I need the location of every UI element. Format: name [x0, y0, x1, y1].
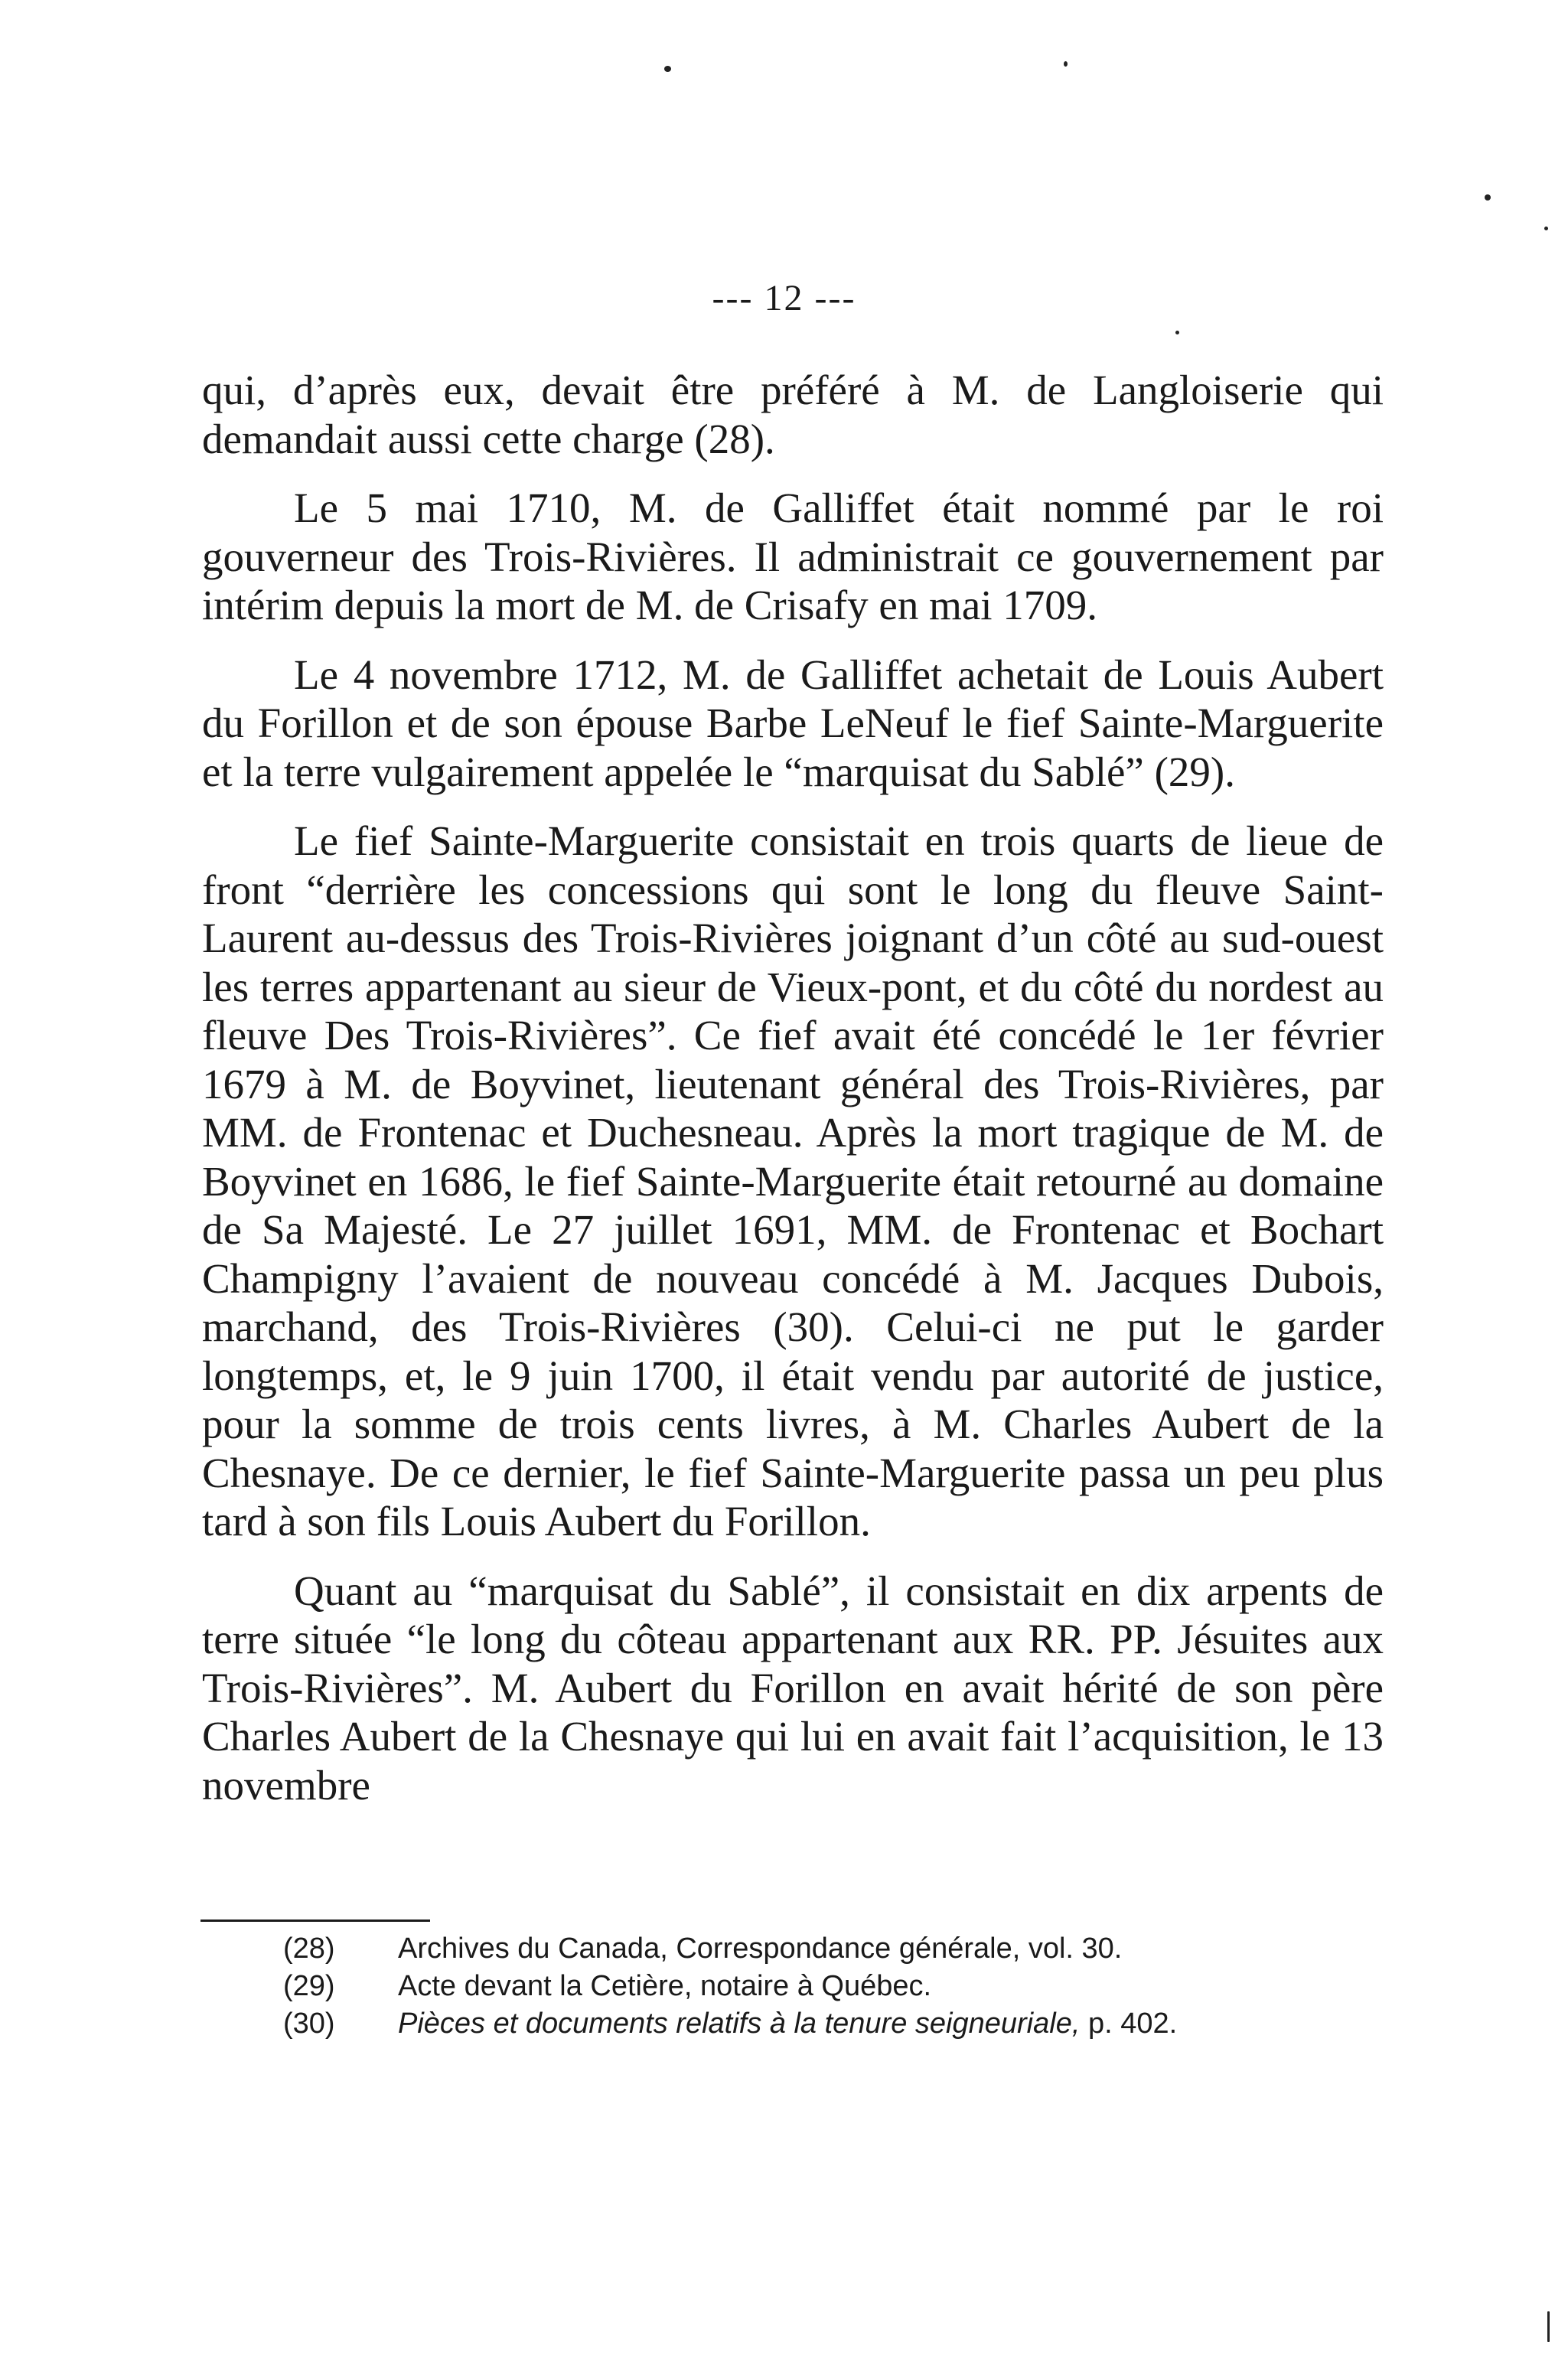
footnote — [283, 1968, 1354, 2005]
scan-speck — [1175, 331, 1179, 334]
footnote-number: (30) — [283, 2008, 335, 2040]
footnote-number: (28) — [283, 1933, 335, 1965]
scan-speck — [1544, 227, 1548, 230]
footnote-title: Pièces et documents relatifs à la tenure seigneuriale, — [398, 2008, 1081, 2040]
scan-speck — [664, 66, 671, 72]
page-number: --- 12 --- — [712, 278, 856, 318]
paragraph: Le 4 novembre 1712, M. de Galliffet achetait de Louis Aubert du Forillon et de son épouse Barbe LeNeuf le fief Sainte-Marguerite et la terre vulgairement appelée le “marquisat du Sablé” (29). — [202, 651, 1384, 795]
paragraph: Quant au “marquisat du Sablé”, il consistait en dix arpents de terre située “le long du côteau appartenant aux RR. PP. Jésuites aux Trois-Rivières”. M. Aubert du Forillon en avait hérité de son père Charles Aubert de la Chesnaye qui lui en avait fait l’acquisition, le 13 novembre — [202, 1567, 1384, 1809]
footnote-text — [398, 2005, 1177, 2043]
scan-speck — [1064, 61, 1068, 67]
paragraph: Le 5 mai 1710, M. de Galliffet était nommé par le roi gouverneur des Trois-Rivières. Il administrait ce gouvernement par intérim depuis la mort de M. de Crisafy en mai 1709. — [202, 484, 1384, 628]
footnote — [283, 1930, 1354, 1968]
footnotes — [283, 1930, 1354, 2043]
footnote-text: Archives du Canada, Correspondance générale, vol. 30. — [398, 1933, 1123, 1965]
footnote — [283, 2005, 1354, 2043]
footnote-separator — [200, 1920, 430, 1922]
footnote-number: (29) — [283, 1970, 335, 2002]
body-text — [202, 366, 1384, 1830]
paragraph: qui, d’après eux, devait être préféré à M. de Langloiserie qui demandait aussi cette charge (28). — [202, 367, 1384, 462]
scan-speck — [1547, 2311, 1550, 2342]
scan-speck — [1485, 194, 1491, 201]
footnote-text: Acte devant la Cetière, notaire à Québec. — [398, 1970, 932, 2002]
footnote-page: p. 402. — [1080, 2008, 1178, 2040]
paragraph: Le fief Sainte-Marguerite consistait en trois quarts de lieue de front “derrière les concessions qui sont le long du fleuve Saint-Laurent au-dessus des Trois-Rivières joignant d’un côté au sud-ouest les terres appartenant au sieur de Vieux-pont, et du côté du nordest au fleuve Des Trois-Rivières”. Ce fief avait été concédé le 1er février 1679 à M. de Boyvinet, lieutenant général des Trois-Rivières, par MM. de Frontenac et Duchesneau. Après la mort tragique de M. de Boyvinet en 1686, le fief Sainte-Marguerite était retourné au domaine de Sa Majesté. Le 27 juillet 1691, MM. de Frontenac et Bochart Champigny l’avaient de nouveau concédé à M. Jacques Dubois, marchand, des Trois-Rivières (30). Celui-ci ne put le garder longtemps, et, le 9 juin 1700, il était vendu par autorité de justice, pour la somme de trois cents livres, à M. Charles Aubert de la Chesnaye. De ce dernier, le fief Sainte-Marguerite passa un peu plus tard à son fils Louis Aubert du Forillon. — [202, 817, 1384, 1544]
